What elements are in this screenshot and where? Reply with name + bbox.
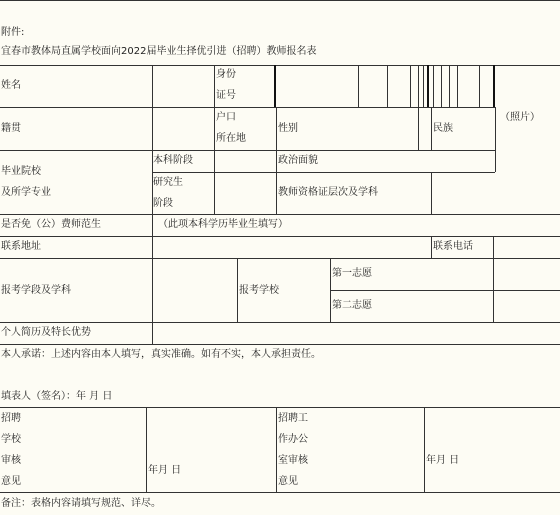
hukou-label-line2: 所在地 <box>216 133 246 144</box>
undergrad-label: 本科阶段 <box>153 155 193 166</box>
table-line <box>146 407 147 492</box>
table-line <box>457 65 458 107</box>
hukou-label-line1: 户口 <box>216 112 236 123</box>
choice1-label: 第一志愿 <box>332 268 372 279</box>
table-line <box>493 258 494 322</box>
gender-label: 性别 <box>278 123 298 134</box>
table-line <box>495 107 496 172</box>
office-review-date: 年月 日 <box>426 455 460 466</box>
table-line <box>433 65 434 107</box>
form-title: 宜春市教体局直属学校面向2022届毕业生择优引进（招聘）教师报名表 <box>1 46 317 57</box>
school-review-date: 年月 日 <box>148 465 182 476</box>
table-line <box>0 407 560 408</box>
school-review-line1: 招聘 <box>1 413 21 424</box>
cert-label: 教师资格证层次及学科 <box>278 187 378 198</box>
table-line <box>449 65 450 107</box>
school-review-line4: 意见 <box>1 476 21 487</box>
office-review-line2: 作办公 <box>278 434 308 445</box>
photo-placeholder: （照片） <box>500 112 540 123</box>
table-line <box>0 492 560 493</box>
table-line <box>427 65 429 107</box>
table-line <box>423 65 424 107</box>
table-line <box>493 236 494 258</box>
footnote: 备注：表格内容请填写规范、详尽。 <box>1 498 161 509</box>
apply-subject-label: 报考学段及学科 <box>1 285 71 296</box>
table-line <box>0 107 495 108</box>
table-line <box>276 107 277 214</box>
apply-school-label: 报考学校 <box>239 285 279 296</box>
top-rule <box>0 0 560 1</box>
signer-line: 填表人（签名）：年 月 日 <box>1 391 113 402</box>
political-label: 政治面貌 <box>278 155 318 166</box>
table-line <box>431 172 432 214</box>
school-label-line1: 毕业院校 <box>1 166 41 177</box>
school-review-line3: 审核 <box>1 455 21 466</box>
resume-label: 个人简历及特长优势 <box>1 327 91 338</box>
grad-label-line1: 研究生 <box>153 177 183 188</box>
table-line <box>0 236 560 237</box>
table-line <box>424 407 425 492</box>
free-normal-label: 是否免（公）费师范生 <box>1 219 101 230</box>
table-line <box>493 65 495 107</box>
table-line <box>237 258 238 322</box>
ethnicity-label: 民族 <box>433 123 453 134</box>
table-line <box>0 322 560 323</box>
name-label: 姓名 <box>1 80 21 91</box>
grad-label-line2: 阶段 <box>153 198 173 209</box>
id-label-line2: 证号 <box>216 90 236 101</box>
table-line <box>0 214 560 215</box>
table-line <box>274 65 276 107</box>
table-line <box>330 258 331 322</box>
school-review-line2: 学校 <box>1 434 21 445</box>
table-line <box>330 290 560 291</box>
free-normal-note: （此项本科学历毕业生填写） <box>158 219 288 230</box>
id-label-line1: 身份 <box>216 69 236 80</box>
table-line <box>0 344 560 345</box>
office-review-line3: 室审核 <box>278 455 308 466</box>
table-line <box>0 65 560 66</box>
native-place-label: 籍贯 <box>1 123 21 134</box>
table-line <box>358 65 359 107</box>
table-line <box>431 236 432 258</box>
table-line <box>431 107 432 150</box>
table-line <box>441 65 442 107</box>
pledge-text: 本人承诺：上述内容由本人填写，真实准确。如有不实，本人承担责任。 <box>1 349 321 360</box>
choice2-label: 第二志愿 <box>332 300 372 311</box>
table-line <box>387 65 388 107</box>
address-label: 联系地址 <box>1 241 41 252</box>
table-line <box>418 65 419 150</box>
attachment-label: 附件: <box>1 27 25 38</box>
table-line <box>0 258 560 259</box>
office-review-line4: 意见 <box>278 476 298 487</box>
table-line <box>410 65 411 107</box>
school-label-line2: 及所学专业 <box>1 187 51 198</box>
table-line <box>276 407 277 492</box>
table-line <box>214 65 215 214</box>
office-review-line1: 招聘工 <box>278 413 308 424</box>
table-line <box>152 172 495 173</box>
table-line <box>479 65 480 107</box>
table-line <box>0 150 495 151</box>
phone-label: 联系电话 <box>433 241 473 252</box>
